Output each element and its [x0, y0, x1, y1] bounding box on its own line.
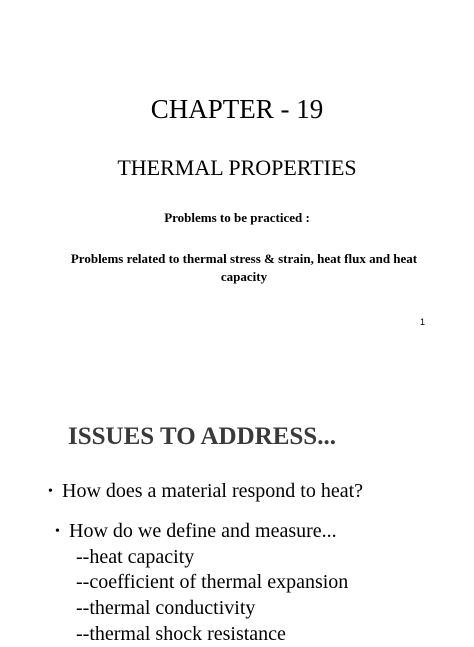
page-number: 1	[420, 317, 426, 327]
bullet-item	[48, 479, 363, 504]
issues-heading: ISSUES TO ADDRESS...	[68, 423, 336, 450]
sub-item: --thermal shock resistance	[76, 623, 286, 645]
sub-item: --heat capacity	[76, 546, 195, 568]
bullet-icon: •	[55, 524, 60, 539]
sub-item: --thermal conductivity	[76, 597, 256, 619]
bullet-item	[55, 519, 337, 544]
bullet-text: How does a material respond to heat?	[62, 480, 364, 502]
chapter-subtitle: THERMAL PROPERTIES	[117, 155, 357, 180]
bullet-text: How do we define and measure...	[69, 520, 337, 542]
slide-issues	[0, 345, 474, 645]
practice-heading: Problems to be practiced :	[164, 210, 310, 225]
bullet-icon: •	[48, 484, 53, 499]
chapter-title: CHAPTER - 19	[150, 94, 324, 124]
practice-detail: Problems related to thermal stress & strain, heat flux and heat capacity	[70, 251, 418, 284]
sub-item: --coefficient of thermal expansion	[76, 571, 349, 593]
